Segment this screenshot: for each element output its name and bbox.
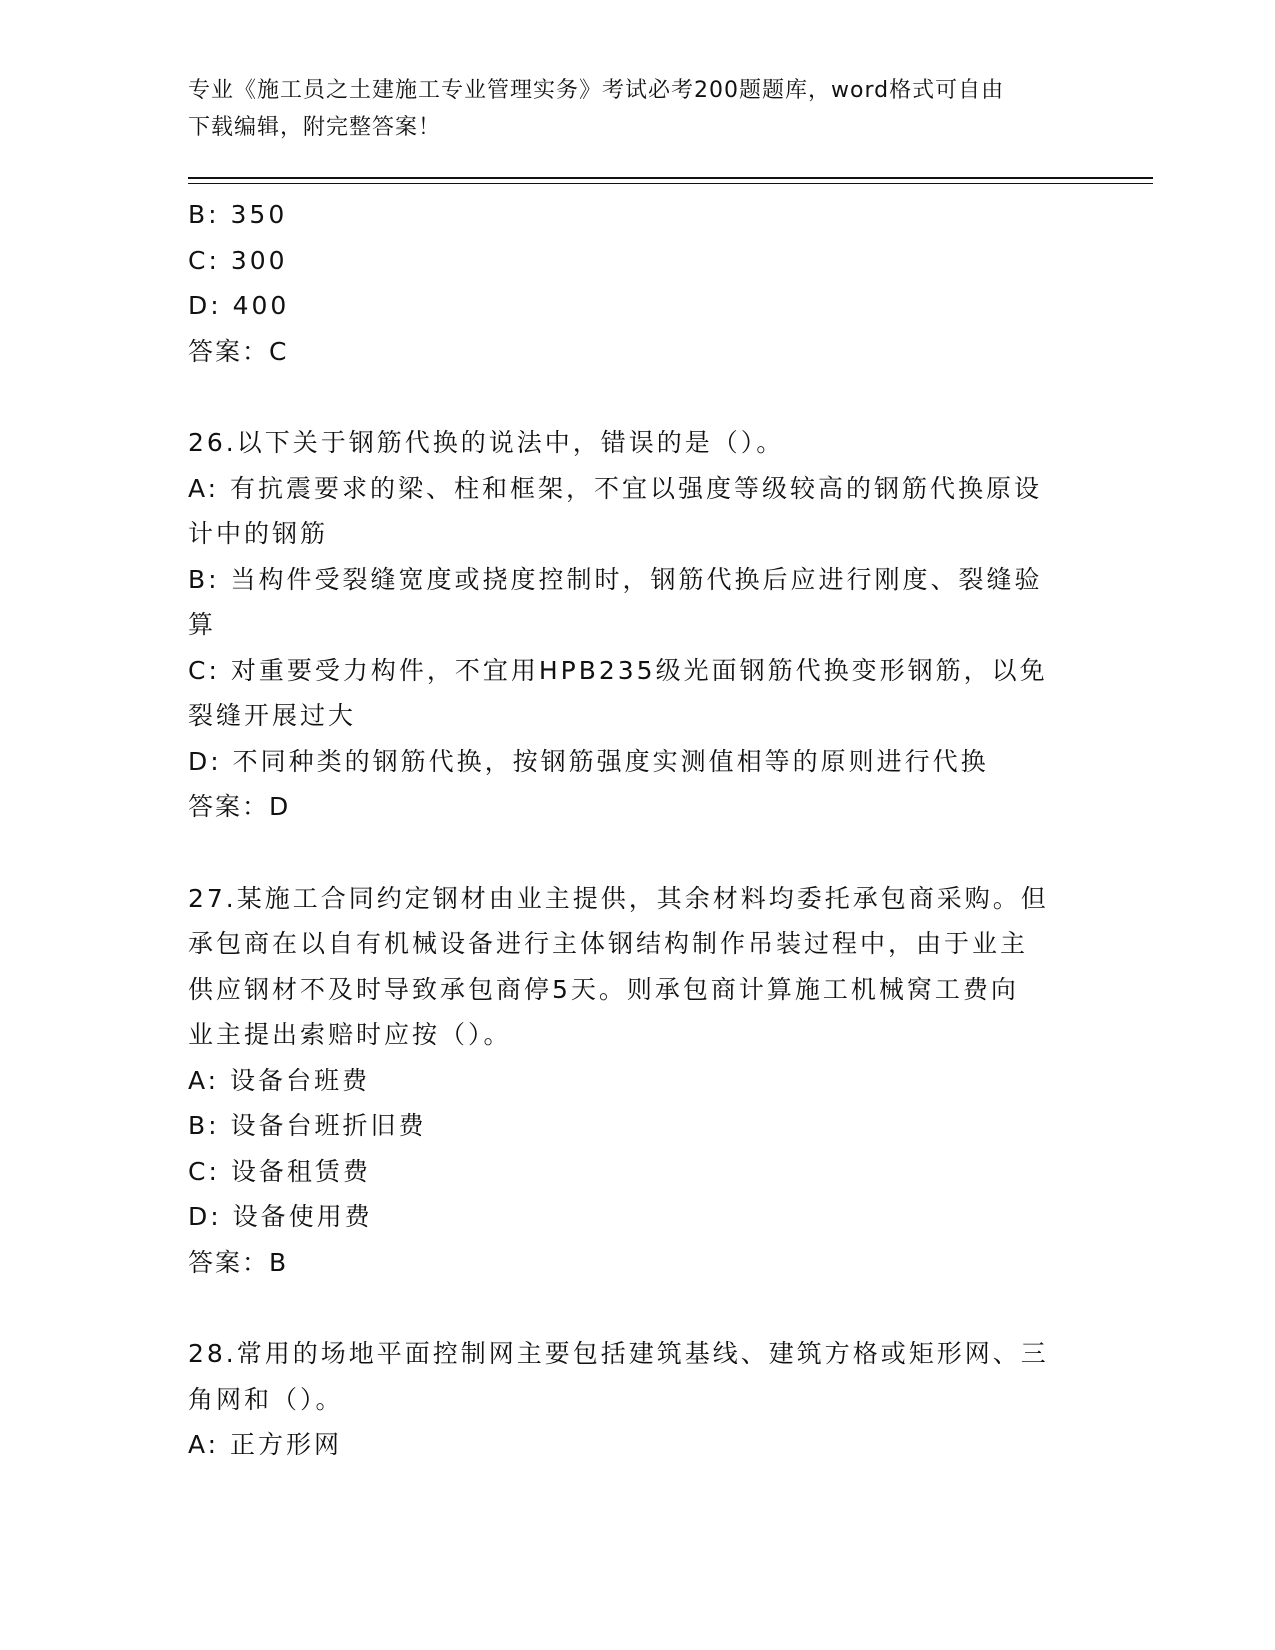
answer: 答案：D — [188, 792, 291, 821]
option-c: C: 设备租赁费 — [188, 1156, 371, 1186]
option-b: B: 设备台班折旧费 — [188, 1111, 427, 1140]
option-c: C: 对重要受力构件，不宜用HPB235级光面钢筋代换变形钢筋，以免 裂缝开展过大 — [188, 655, 1048, 730]
header-rule-thick — [188, 177, 1153, 179]
header-rule-thin — [188, 183, 1153, 184]
document-header — [188, 72, 1088, 146]
option-d: D: 400 — [188, 291, 290, 320]
question-content — [188, 192, 1068, 1468]
header-line-1: 专业《施工员之土建施工专业管理实务》考试必考200题题库，word格式可自由 — [188, 78, 1005, 103]
option-a: A: 正方形网 — [188, 1430, 343, 1459]
header-line-2: 下载编辑，附完整答案！ — [188, 115, 442, 140]
question-stem: 27.某施工合同约定钢材由业主提供，其余材料均委托承包商采购。但 承包商在以自有机械设备进行主体钢结构制作吊装过程中，由于业主 供应钢材不及时导致承包商停5天。则承包商计算施工机械窝工费向 业主提出索赔时应按（）。 — [188, 883, 1049, 1049]
previous-question-tail — [188, 192, 1068, 374]
question-stem: 28.常用的场地平面控制网主要包括建筑基线、建筑方格或矩形网、三 角网和（）。 — [188, 1339, 1049, 1414]
option-d: D: 不同种类的钢筋代换，按钢筋强度实测值相等的原则进行代换 — [188, 746, 989, 776]
question-28 — [188, 1331, 1068, 1468]
option-c: C: 300 — [188, 245, 288, 275]
option-a: A: 设备台班费 — [188, 1065, 371, 1095]
option-b: B: 当构件受裂缝宽度或挠度控制时，钢筋代换后应进行刚度、裂缝验 算 — [188, 564, 1043, 639]
option-b: B: 350 — [188, 200, 288, 229]
answer: 答案：C — [188, 336, 289, 366]
question-26 — [188, 420, 1068, 830]
option-a: A: 有抗震要求的梁、柱和框架，不宜以强度等级较高的钢筋代换原设 计中的钢筋 — [188, 473, 1043, 548]
option-d: D: 设备使用费 — [188, 1202, 373, 1231]
question-stem: 26.以下关于钢筋代换的说法中，错误的是（）。 — [188, 428, 785, 457]
answer: 答案：B — [188, 1247, 289, 1277]
question-27 — [188, 876, 1068, 1286]
